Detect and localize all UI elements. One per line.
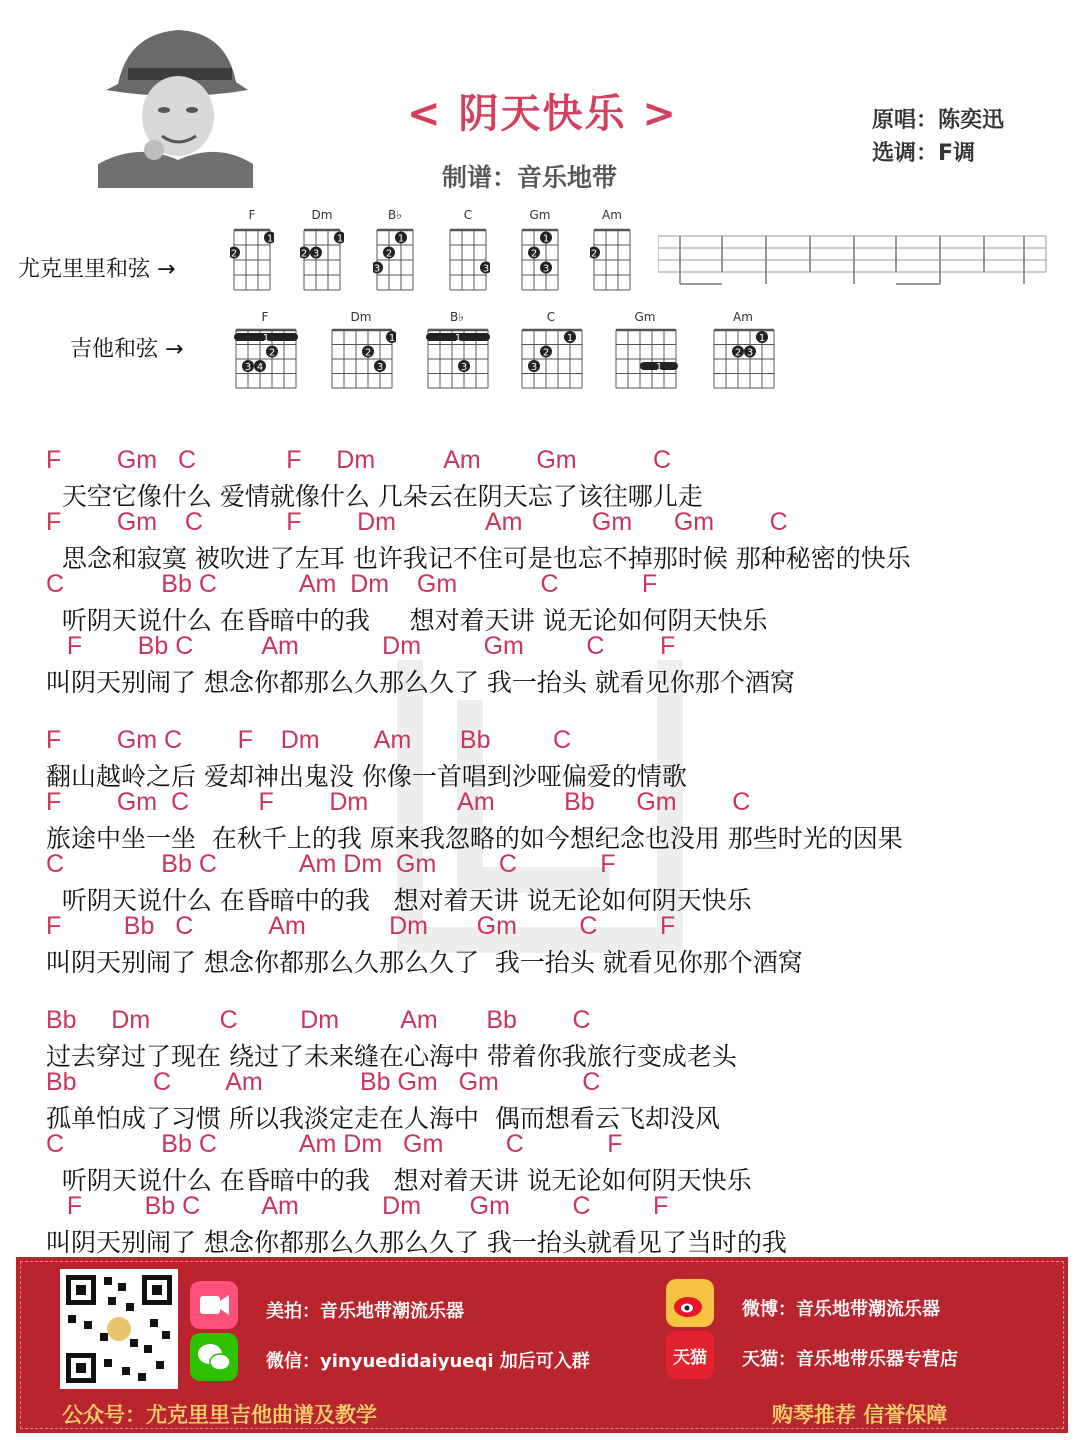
chord-line: C Bb C Am Dm Gm C F xyxy=(46,1130,623,1158)
chord-line: Bb C Am Bb Gm Gm C xyxy=(46,1068,601,1096)
svg-text:1: 1 xyxy=(262,333,270,344)
ukulele-fretboard xyxy=(300,224,344,304)
guitar-fretboard xyxy=(232,324,300,394)
lyric-line: 孤单怕成了习惯 所以我淡定走在人海中 偶而想看云飞却没风 xyxy=(46,1104,720,1133)
guitar-fretboard xyxy=(612,324,680,394)
lyric-line: 天空它像什么 爱情就像什么 几朵云在阴天忘了该往哪儿走 xyxy=(46,482,703,511)
strum-pattern-tab xyxy=(658,232,1048,288)
svg-text:1: 1 xyxy=(266,233,274,245)
lyric-line: 听阴天说什么 在昏暗中的我 想对着天讲 说无论如何阴天快乐 xyxy=(46,606,768,635)
lyric-line: 叫阴天别闹了 想念你都那么久那么久了 我一抬头就看见了当时的我 xyxy=(46,1228,787,1257)
lyric-line: 思念和寂寞 被吹进了左耳 也许我记不住可是也忘不掉那时候 那种秘密的快乐 xyxy=(46,544,911,573)
svg-text:3: 3 xyxy=(312,248,320,260)
tmall-icon xyxy=(666,1331,714,1379)
guitar-chord-name: Am xyxy=(733,310,753,324)
ukulele-chord-name: F xyxy=(248,208,256,222)
svg-text:3: 3 xyxy=(376,362,384,373)
svg-text:3: 3 xyxy=(530,362,538,373)
ukulele-chord-name: C xyxy=(463,208,473,222)
song-title: < 阴天快乐 > xyxy=(407,91,678,137)
svg-text:1: 1 xyxy=(336,233,344,245)
svg-text:3: 3 xyxy=(542,263,550,275)
ukulele-chord-name: Gm xyxy=(529,208,551,222)
svg-text:2: 2 xyxy=(230,248,238,260)
guitar-chords-label: 吉他和弦 → xyxy=(70,337,184,362)
artist-portrait xyxy=(98,24,253,188)
svg-text:2: 2 xyxy=(734,347,742,359)
ukulele-fretboard xyxy=(518,224,562,304)
lyric-line: 翻山越岭之后 爱却神出鬼没 你像一首唱到沙哑偏爱的情歌 xyxy=(46,762,687,791)
guitar-fretboard xyxy=(328,324,396,394)
svg-text:4: 4 xyxy=(256,362,264,373)
ukulele-fretboard xyxy=(590,224,634,304)
song-key: 选调：F调 xyxy=(872,141,976,166)
ukulele-chord-name: Am xyxy=(602,208,622,222)
svg-text:3: 3 xyxy=(746,347,754,359)
lyric-line: 叫阴天别闹了 想念你都那么久那么久了 我一抬头 就看见你那个酒窝 xyxy=(46,668,795,697)
lyric-line: 叫阴天别闹了 想念你都那么久那么久了 我一抬头 就看见你那个酒窝 xyxy=(46,948,803,977)
guitar-chord-name: C xyxy=(546,310,556,324)
guitar-chord-name: F xyxy=(261,310,269,324)
svg-text:1: 1 xyxy=(397,233,405,245)
weibo-account: 微博：音乐地带潮流乐器 xyxy=(742,1299,940,1320)
chord-line: F Bb C Am Dm Gm C F xyxy=(46,1192,669,1220)
svg-text:2: 2 xyxy=(385,248,393,260)
svg-text:2: 2 xyxy=(364,347,372,359)
lyric-line: 旅途中坐一坐 在秋千上的我 原来我忽略的如今想纪念也没用 那些时光的因果 xyxy=(46,824,903,853)
svg-text:1: 1 xyxy=(566,333,574,344)
meipai-account: 美拍：音乐地带潮流乐器 xyxy=(266,1301,464,1322)
tmall-icon-text: 天猫 xyxy=(673,1347,707,1368)
guitar-chord-name: Gm xyxy=(634,310,656,324)
chord-line: C Bb C Am Dm Gm C F xyxy=(46,850,616,878)
weibo-icon xyxy=(666,1279,714,1327)
wechat-icon xyxy=(190,1333,238,1381)
lyric-line: 听阴天说什么 在昏暗中的我 想对着天讲 说无论如何阴天快乐 xyxy=(46,886,752,915)
tmall-store: 天猫：音乐地带乐器专营店 xyxy=(742,1349,958,1370)
original-singer: 原唱：陈奕迅 xyxy=(872,108,1005,133)
svg-text:2: 2 xyxy=(542,347,550,359)
svg-text:1: 1 xyxy=(758,333,766,344)
chord-line: F Gm C F Dm Am Bb Gm C xyxy=(46,788,751,816)
lyric-line: 过去穿过了现在 绕过了未来缝在心海中 带着你我旅行变成老头 xyxy=(46,1042,737,1071)
chord-line: F Gm C F Dm Am Bb C xyxy=(46,726,572,754)
svg-text:1: 1 xyxy=(454,333,462,344)
wechat-account: 微信：yinyuedidaiyueqi 加后可入群 xyxy=(266,1351,590,1372)
ukulele-chords-label: 尤克里里和弦 → xyxy=(18,257,176,282)
ukulele-fretboard xyxy=(230,224,274,304)
slogan: 购琴推荐 信誉保障 xyxy=(772,1403,948,1427)
chord-line: F Bb C Am Dm Gm C F xyxy=(46,912,676,940)
svg-text:3: 3 xyxy=(373,263,381,275)
guitar-chord-name: B♭ xyxy=(450,310,464,324)
ukulele-fretboard xyxy=(373,224,417,304)
promo-footer xyxy=(16,1257,1068,1433)
chord-line: C Bb C Am Dm Gm C F xyxy=(46,570,658,598)
svg-text:2: 2 xyxy=(300,248,308,260)
svg-text:2: 2 xyxy=(530,248,538,260)
lyric-line: 听阴天说什么 在昏暗中的我 想对着天讲 说无论如何阴天快乐 xyxy=(46,1166,752,1195)
guitar-chord-name: Dm xyxy=(350,310,372,324)
svg-text:2: 2 xyxy=(268,347,276,359)
svg-text:2: 2 xyxy=(590,248,598,260)
ukulele-chord-name: B♭ xyxy=(388,208,402,222)
guitar-fretboard xyxy=(424,324,492,394)
svg-text:3: 3 xyxy=(460,362,468,373)
public-account: 公众号：尤克里里吉他曲谱及教学 xyxy=(62,1403,377,1427)
chord-line: F Gm C F Dm Am Gm C xyxy=(46,446,672,474)
ukulele-fretboard xyxy=(446,224,490,304)
svg-text:1: 1 xyxy=(655,362,663,373)
chord-line: Bb Dm C Dm Am Bb C xyxy=(46,1006,591,1034)
chord-line: F Bb C Am Dm Gm C F xyxy=(46,632,676,660)
ukulele-chord-name: Dm xyxy=(311,208,333,222)
chord-line: F Gm C F Dm Am Gm Gm C xyxy=(46,508,788,536)
svg-text:3: 3 xyxy=(244,362,252,373)
meipai-icon xyxy=(190,1281,238,1329)
qr-code xyxy=(60,1269,178,1389)
svg-text:1: 1 xyxy=(388,333,396,344)
guitar-fretboard xyxy=(518,324,586,394)
arranger-credit: 制谱：音乐地带 xyxy=(442,163,618,192)
svg-text:1: 1 xyxy=(542,233,550,245)
svg-text:3: 3 xyxy=(482,263,490,275)
guitar-fretboard xyxy=(710,324,778,394)
